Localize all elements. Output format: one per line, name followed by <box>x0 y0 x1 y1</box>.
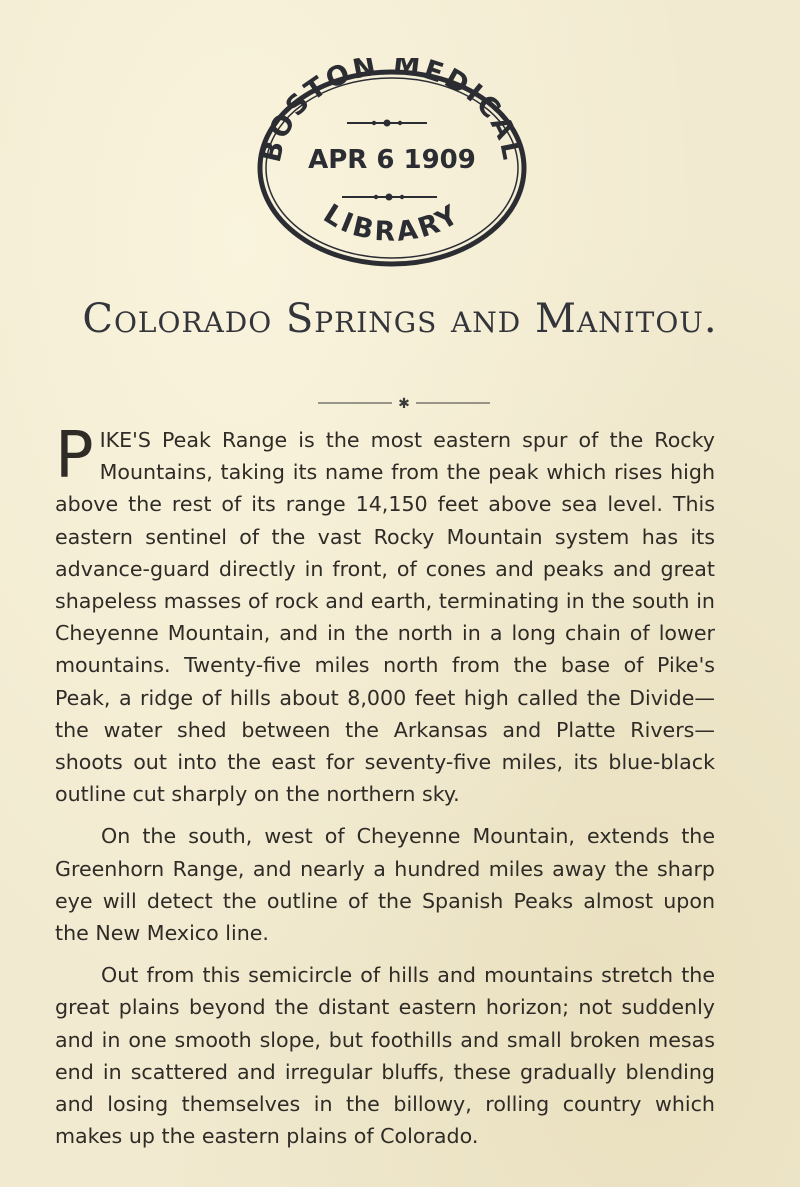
paragraph-3: Out from this semicircle of hills and mountains stretch the great plains beyond the distant eastern horizon; not suddenly and in one smooth slope, but foothills and small broken mesas end in scattered and irregular bluffs, these gradually blending and losing themselves in the billowy, rolling country which makes up the eastern plains of Colorado. <box>55 963 715 1149</box>
divider-ornament <box>318 396 490 410</box>
paragraph-1 <box>55 419 715 810</box>
page-title: Colorado Springs and Manitou. <box>82 296 718 342</box>
stamp-top-text: BOSTON MEDICAL <box>255 58 528 166</box>
library-stamp <box>242 58 542 273</box>
drop-cap: P <box>55 419 94 493</box>
stamp-bottom-text: LIBRARY <box>317 198 467 248</box>
paragraph-2: On the south, west of Cheyenne Mountain, extends the Greenhorn Range, and nearly a hundred miles away the sharp eye will detect the outline of the Spanish Peaks almost upon the New Mexico line. <box>55 824 715 946</box>
stamp-date: APR 6 1909 <box>308 145 476 175</box>
body-text <box>55 419 715 1152</box>
paragraph-1-text: IKE'S Peak Range is the most eastern spur of the Rocky Mountains, taking its name from the peak which rises high above the rest of its range 14,150 feet above sea level. This eastern sentinel of the vast Rocky Mountain system has its advance-guard directly in front, of cones and peaks and great shapeless masses of rock and earth, terminating in the south in Cheyenne Mountain, and in the north in a long chain of lower mountains. Twenty-five miles north from the base of Pike's Peak, a ridge of hills about 8,000 feet high called the Divide—the water shed between the Arkansas and Platte Rivers—shoots out into the east for seventy-five miles, its blue-black outline cut sharply on the northern sky. <box>55 428 715 807</box>
svg-text:✱: ✱ <box>398 396 410 410</box>
